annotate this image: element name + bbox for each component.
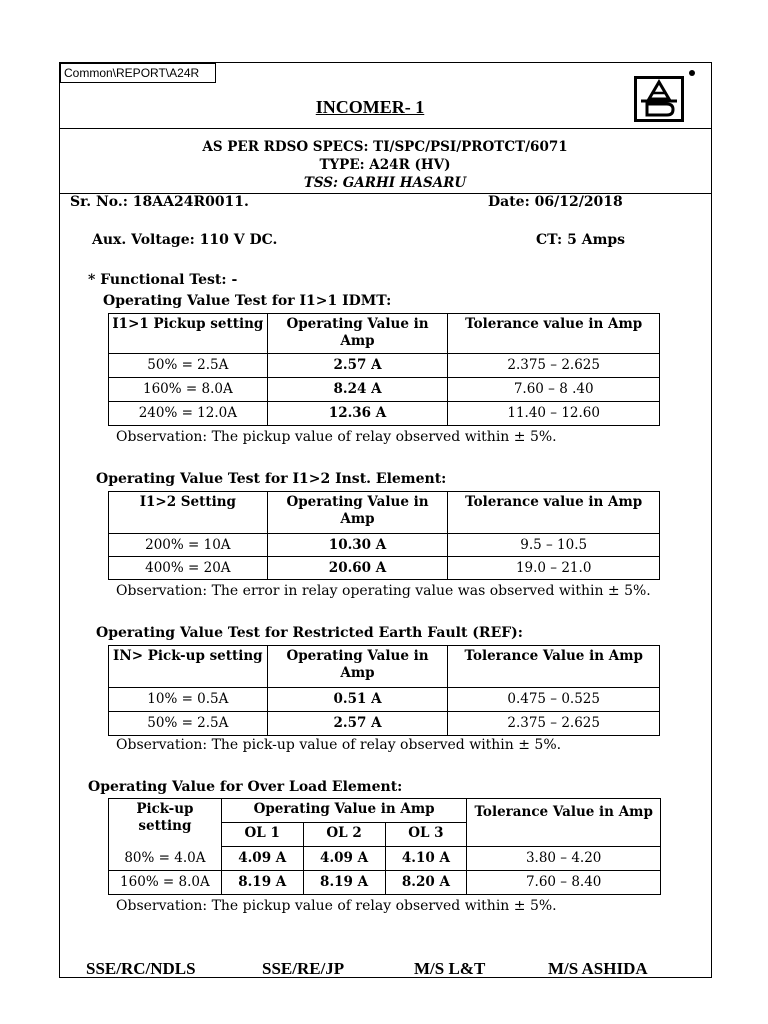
ref-table xyxy=(108,645,660,736)
company-logo xyxy=(634,76,684,122)
column-header: Operating Value in Amp xyxy=(267,646,448,688)
overload-table xyxy=(108,798,661,895)
table-row xyxy=(109,847,661,871)
operating-value-cell: 4.09 A xyxy=(221,847,303,871)
table-row xyxy=(109,712,660,736)
table-row xyxy=(109,557,660,580)
signature-sse-re: SSE/RE/JP xyxy=(262,959,345,978)
tolerance-cell: 19.0 – 21.0 xyxy=(448,557,660,580)
column-header: OL 1 xyxy=(221,823,303,847)
logo-mark-icon xyxy=(637,79,681,119)
tolerance-cell: 11.40 – 12.60 xyxy=(448,402,660,426)
column-header: I1>2 Setting xyxy=(109,492,268,534)
setting-cell: 160% = 8.0A xyxy=(109,871,222,895)
operating-value-cell: 2.57 A xyxy=(267,354,448,378)
table-header-row xyxy=(109,314,660,354)
ref-observation: Observation: The pick-up value of relay observed within ± 5%. xyxy=(116,737,562,753)
column-header: Operating Value in Amp xyxy=(221,799,467,823)
column-header: Pick-up setting xyxy=(109,799,222,847)
idmt-observation: Observation: The pickup value of relay observed within ± 5%. xyxy=(116,429,557,445)
operating-value-cell: 8.24 A xyxy=(267,378,448,402)
operating-value-cell: 4.09 A xyxy=(303,847,385,871)
header-divider xyxy=(59,128,712,129)
overload-title: Operating Value for Over Load Element: xyxy=(88,779,403,795)
inst-table xyxy=(108,491,660,580)
operating-value-cell: 12.36 A xyxy=(267,402,448,426)
page-title: INCOMER- 1 xyxy=(315,97,425,117)
column-header: Tolerance Value in Amp xyxy=(448,646,660,688)
column-header: Operating Value in Amp xyxy=(267,492,448,534)
operating-value-cell: 8.19 A xyxy=(221,871,303,895)
column-header: Tolerance value in Amp xyxy=(448,314,660,354)
type-line: TYPE: A24R (HV) xyxy=(319,157,451,173)
file-path-label: Common\REPORT\A24R xyxy=(60,63,216,83)
table-row xyxy=(109,354,660,378)
table-row xyxy=(109,688,660,712)
setting-cell: 50% = 2.5A xyxy=(109,354,268,378)
table-row xyxy=(109,402,660,426)
tolerance-cell: 7.60 – 8.40 xyxy=(467,871,661,895)
inst-title: Operating Value Test for I1>2 Inst. Element: xyxy=(96,471,447,487)
functional-test-heading: * Functional Test: - xyxy=(88,272,238,288)
signature-lt: M/S L&T xyxy=(414,959,486,978)
tolerance-cell: 3.80 – 4.20 xyxy=(467,847,661,871)
setting-cell: 240% = 12.0A xyxy=(109,402,268,426)
ref-title: Operating Value Test for Restricted Earth Fault (REF): xyxy=(96,625,523,641)
idmt-title: Operating Value Test for I1>1 IDMT: xyxy=(103,293,392,309)
column-header: I1>1 Pickup setting xyxy=(109,314,268,354)
table-header-row xyxy=(109,492,660,534)
tss-line: TSS: GARHI HASARU xyxy=(303,175,467,191)
setting-cell: 160% = 8.0A xyxy=(109,378,268,402)
table-header-row xyxy=(109,799,661,823)
column-header: OL 3 xyxy=(385,823,467,847)
setting-cell: 200% = 10A xyxy=(109,534,268,557)
report-date: Date: 06/12/2018 xyxy=(488,194,623,210)
aux-voltage: Aux. Voltage: 110 V DC. xyxy=(92,232,278,248)
operating-value-cell: 4.10 A xyxy=(385,847,467,871)
column-header: Operating Value in Amp xyxy=(267,314,448,354)
column-header: OL 2 xyxy=(303,823,385,847)
operating-value-cell: 8.20 A xyxy=(385,871,467,895)
operating-value-cell: 10.30 A xyxy=(267,534,448,557)
setting-cell: 50% = 2.5A xyxy=(109,712,268,736)
inst-observation: Observation: The error in relay operating value was observed within ± 5%. xyxy=(116,583,651,599)
column-header: Tolerance value in Amp xyxy=(448,492,660,534)
operating-value-cell: 2.57 A xyxy=(267,712,448,736)
setting-cell: 10% = 0.5A xyxy=(109,688,268,712)
overload-observation: Observation: The pickup value of relay observed within ± 5%. xyxy=(116,898,557,914)
operating-value-cell: 20.60 A xyxy=(267,557,448,580)
column-header: Tolerance Value in Amp xyxy=(467,799,661,847)
table-row xyxy=(109,378,660,402)
setting-cell: 80% = 4.0A xyxy=(109,847,222,871)
operating-value-cell: 0.51 A xyxy=(267,688,448,712)
spec-line: AS PER RDSO SPECS: TI/SPC/PSI/PROTCT/6071 xyxy=(202,139,568,155)
table-header-row xyxy=(109,646,660,688)
tolerance-cell: 2.375 – 2.625 xyxy=(448,712,660,736)
ct-rating: CT: 5 Amps xyxy=(536,232,626,248)
logo-dot xyxy=(689,70,695,76)
tolerance-cell: 9.5 – 10.5 xyxy=(448,534,660,557)
signature-ashida: M/S ASHIDA xyxy=(548,959,648,978)
setting-cell: 400% = 20A xyxy=(109,557,268,580)
serial-number: Sr. No.: 18AA24R0011. xyxy=(70,194,249,210)
table-row xyxy=(109,534,660,557)
idmt-table xyxy=(108,313,660,426)
tolerance-cell: 0.475 – 0.525 xyxy=(448,688,660,712)
operating-value-cell: 8.19 A xyxy=(303,871,385,895)
column-header: IN> Pick-up setting xyxy=(109,646,268,688)
tolerance-cell: 2.375 – 2.625 xyxy=(448,354,660,378)
table-row xyxy=(109,871,661,895)
signature-sse-rc: SSE/RC/NDLS xyxy=(86,959,196,978)
tolerance-cell: 7.60 – 8 .40 xyxy=(448,378,660,402)
